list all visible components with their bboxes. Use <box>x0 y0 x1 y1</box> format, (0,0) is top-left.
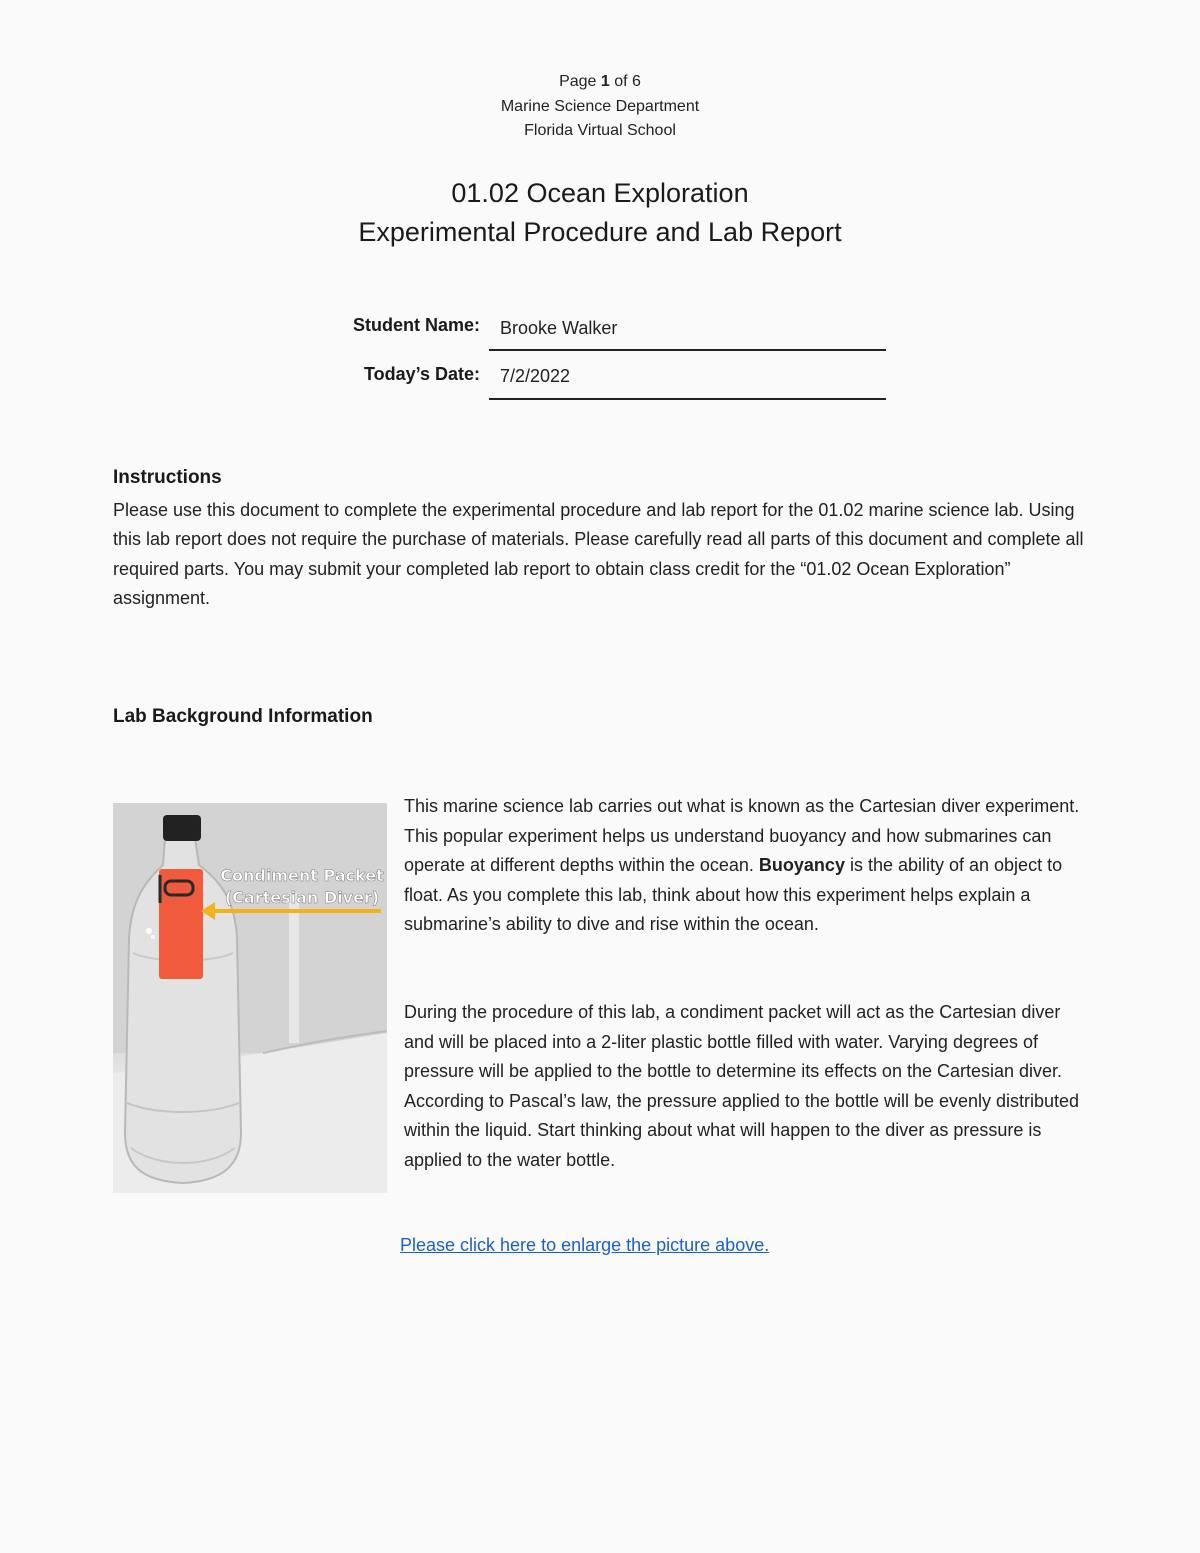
photo-label-line-2: (Cartesian Diver) <box>224 888 380 907</box>
page-total: 6 <box>632 73 641 90</box>
document-title <box>0 174 1200 252</box>
student-name-field[interactable]: Brooke Walker <box>500 318 618 338</box>
page-mid: of <box>609 73 633 90</box>
date-underline <box>489 398 886 400</box>
date-label: Today’s Date: <box>363 364 480 384</box>
page-number <box>0 70 1200 95</box>
para1-text-start: This marine science lab carries out what is known as the Cartesian diver experiment. This popular experiment helps us understand buoyancy and how submarines can operate at different depths within the ocean. <box>404 796 1080 875</box>
title-line-1: 01.02 Ocean Exploration <box>451 178 749 208</box>
title-line-2: Experimental Procedure and Lab Report <box>358 217 842 247</box>
cartesian-diver-photo <box>113 803 387 1193</box>
department-name: Marine Science Department <box>500 97 700 115</box>
background-paragraph-1 <box>404 792 1094 940</box>
background-paragraph-2: During the procedure of this lab, a condiment packet will act as the Cartesian diver and will be placed into a 2-liter plastic bottle filled with water. Varying degrees of pressure will be applied to the bottle to determine its effects on the Cartesian diver. According to Pascal’s law, the pressure applied to the bottle will be evenly distributed within the liquid. Start thinking about what will happen to the diver as pressure is applied to the water bottle. <box>404 1002 1080 1170</box>
student-name-underline <box>489 349 886 351</box>
buoyancy-term: Buoyancy <box>758 855 845 875</box>
instructions-heading: Instructions <box>113 467 222 488</box>
background-heading: Lab Background Information <box>113 706 373 727</box>
para1-text-end: is the ability of an object to float. As you complete this lab, think about how this experiment helps explain a submarine’s ability to dive and rise within the ocean. <box>404 855 1063 934</box>
student-name-label: Student Name: <box>352 315 480 335</box>
page-header <box>0 70 1200 144</box>
school-name: Florida Virtual School <box>524 122 676 139</box>
instructions-body: Please use this document to complete the experimental procedure and lab report for the 01.02 marine science lab. Using this lab report does not require the purchase of materials. Please carefully read all parts of this document and complete all required parts. You may submit your completed lab report to obtain class credit for the “01.02 Ocean Exploration” assignment. <box>113 500 1084 608</box>
date-field[interactable]: 7/2/2022 <box>500 366 571 386</box>
bottle-illustration <box>113 803 387 1193</box>
photo-label-line-1: Condiment Packet <box>220 866 384 885</box>
enlarge-picture-link[interactable]: Please click here to enlarge the picture above. <box>400 1235 770 1255</box>
page-current: 1 <box>600 73 610 90</box>
page-prefix: Page <box>559 73 601 90</box>
